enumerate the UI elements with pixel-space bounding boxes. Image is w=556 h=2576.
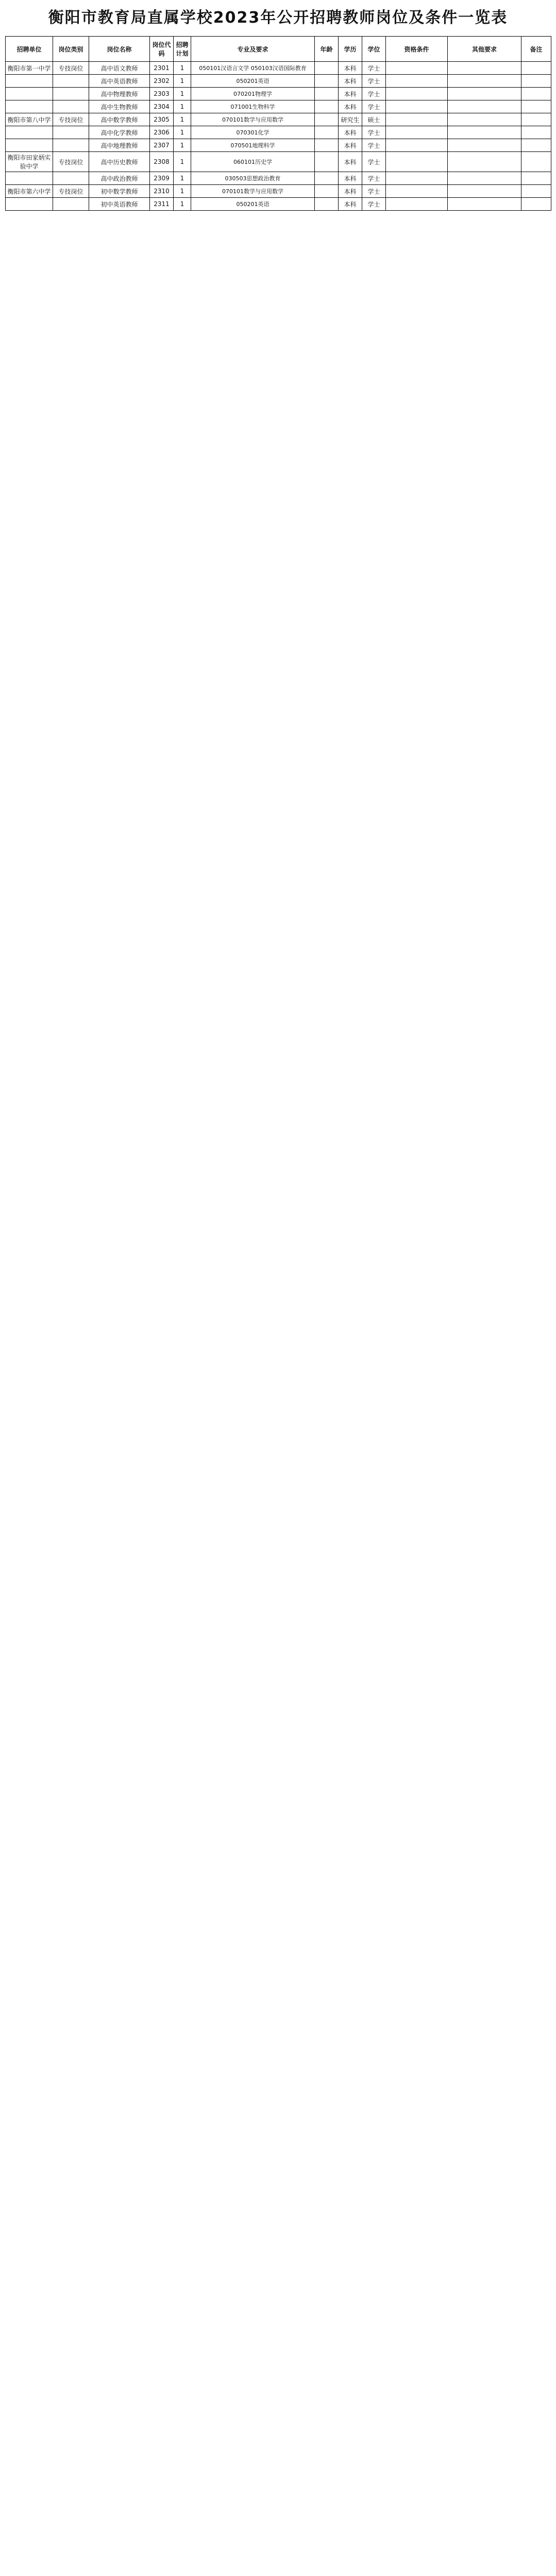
cell-post: 高中英语教师 <box>89 75 150 88</box>
cell-degree: 学士 <box>362 126 386 139</box>
cell-major: 050201英语 <box>191 198 315 211</box>
table-row <box>6 113 551 126</box>
cell-major: 050201英语 <box>191 75 315 88</box>
cell-type: 专技岗位 <box>53 185 89 198</box>
cell-major: 070501地理科学 <box>191 139 315 152</box>
cell-degree: 学士 <box>362 139 386 152</box>
cell-school: 衡阳市第一中学 <box>6 62 53 75</box>
cell-type <box>53 100 89 113</box>
cell-school <box>6 198 53 211</box>
header-remark: 备注 <box>521 37 551 62</box>
cell-age <box>315 62 339 75</box>
cell-other <box>448 126 521 139</box>
table-row <box>6 152 551 172</box>
cell-plan: 1 <box>174 113 191 126</box>
cell-age <box>315 75 339 88</box>
cell-post: 高中政治教师 <box>89 172 150 185</box>
cell-other <box>448 62 521 75</box>
cell-plan: 1 <box>174 62 191 75</box>
cell-plan: 1 <box>174 185 191 198</box>
cell-type: 专技岗位 <box>53 152 89 172</box>
cell-qualification <box>386 113 448 126</box>
cell-post: 高中生物教师 <box>89 100 150 113</box>
cell-major: 070301化学 <box>191 126 315 139</box>
cell-qualification <box>386 75 448 88</box>
header-major: 专业及要求 <box>191 37 315 62</box>
header-qualification: 资格条件 <box>386 37 448 62</box>
cell-qualification <box>386 88 448 100</box>
cell-plan: 1 <box>174 100 191 113</box>
cell-qualification <box>386 100 448 113</box>
cell-plan: 1 <box>174 75 191 88</box>
cell-degree: 硕士 <box>362 113 386 126</box>
header-school: 招聘单位 <box>6 37 53 62</box>
cell-degree: 学士 <box>362 152 386 172</box>
cell-degree: 学士 <box>362 100 386 113</box>
cell-other <box>448 172 521 185</box>
cell-major: 070201物理学 <box>191 88 315 100</box>
cell-type <box>53 139 89 152</box>
header-type: 岗位类别 <box>53 37 89 62</box>
cell-remark <box>521 75 551 88</box>
cell-code: 2302 <box>150 75 174 88</box>
cell-remark <box>521 126 551 139</box>
cell-age <box>315 139 339 152</box>
cell-type <box>53 172 89 185</box>
document-title: 衡阳市教育局直属学校2023年公开招聘教师岗位及条件一览表 <box>48 9 508 27</box>
cell-post: 高中化学教师 <box>89 126 150 139</box>
cell-code: 2307 <box>150 139 174 152</box>
cell-education: 本科 <box>339 88 362 100</box>
cell-remark <box>521 88 551 100</box>
cell-school <box>6 88 53 100</box>
cell-age <box>315 100 339 113</box>
header-post: 岗位名称 <box>89 37 150 62</box>
cell-age <box>315 152 339 172</box>
header-degree: 学位 <box>362 37 386 62</box>
cell-school <box>6 126 53 139</box>
cell-qualification <box>386 198 448 211</box>
cell-plan: 1 <box>174 88 191 100</box>
header-other: 其他要求 <box>448 37 521 62</box>
table-row <box>6 139 551 152</box>
cell-qualification <box>386 62 448 75</box>
cell-education: 本科 <box>339 185 362 198</box>
cell-plan: 1 <box>174 152 191 172</box>
cell-post: 高中历史教师 <box>89 152 150 172</box>
cell-remark <box>521 62 551 75</box>
cell-remark <box>521 113 551 126</box>
table-row <box>6 62 551 75</box>
table-row <box>6 75 551 88</box>
cell-post: 初中数学教师 <box>89 185 150 198</box>
cell-code: 2306 <box>150 126 174 139</box>
cell-other <box>448 88 521 100</box>
cell-remark <box>521 198 551 211</box>
table-row <box>6 185 551 198</box>
cell-school <box>6 75 53 88</box>
cell-qualification <box>386 185 448 198</box>
cell-school <box>6 139 53 152</box>
cell-education: 本科 <box>339 75 362 88</box>
cell-remark <box>521 172 551 185</box>
cell-code: 2303 <box>150 88 174 100</box>
cell-qualification <box>386 172 448 185</box>
cell-education: 本科 <box>339 100 362 113</box>
table-row <box>6 198 551 211</box>
cell-age <box>315 172 339 185</box>
cell-other <box>448 185 521 198</box>
cell-major: 030503思想政治教育 <box>191 172 315 185</box>
cell-post: 高中物理教师 <box>89 88 150 100</box>
cell-type <box>53 126 89 139</box>
cell-education: 本科 <box>339 126 362 139</box>
cell-code: 2304 <box>150 100 174 113</box>
cell-type <box>53 75 89 88</box>
recruitment-table <box>5 36 551 211</box>
cell-code: 2308 <box>150 152 174 172</box>
cell-school <box>6 100 53 113</box>
cell-age <box>315 113 339 126</box>
cell-other <box>448 152 521 172</box>
cell-remark <box>521 139 551 152</box>
cell-other <box>448 139 521 152</box>
cell-type <box>53 88 89 100</box>
cell-degree: 学士 <box>362 172 386 185</box>
cell-age <box>315 198 339 211</box>
header-education: 学历 <box>339 37 362 62</box>
cell-remark <box>521 185 551 198</box>
cell-school: 衡阳市第六中学 <box>6 185 53 198</box>
cell-education: 研究生 <box>339 113 362 126</box>
cell-major: 070101数学与应用数学 <box>191 113 315 126</box>
cell-qualification <box>386 126 448 139</box>
cell-code: 2310 <box>150 185 174 198</box>
cell-remark <box>521 100 551 113</box>
cell-age <box>315 185 339 198</box>
header-code: 岗位代码 <box>150 37 174 62</box>
cell-other <box>448 100 521 113</box>
cell-degree: 学士 <box>362 88 386 100</box>
cell-post: 高中地理教师 <box>89 139 150 152</box>
cell-education: 本科 <box>339 198 362 211</box>
cell-other <box>448 198 521 211</box>
cell-education: 本科 <box>339 139 362 152</box>
table-row <box>6 88 551 100</box>
table-row <box>6 100 551 113</box>
cell-post: 初中英语教师 <box>89 198 150 211</box>
cell-major: 071001生物科学 <box>191 100 315 113</box>
cell-education: 本科 <box>339 62 362 75</box>
cell-code: 2301 <box>150 62 174 75</box>
cell-major: 060101历史学 <box>191 152 315 172</box>
cell-qualification <box>386 152 448 172</box>
cell-age <box>315 88 339 100</box>
cell-remark <box>521 152 551 172</box>
cell-type: 专技岗位 <box>53 113 89 126</box>
cell-education: 本科 <box>339 152 362 172</box>
cell-post: 高中数学教师 <box>89 113 150 126</box>
cell-qualification <box>386 139 448 152</box>
cell-school <box>6 172 53 185</box>
cell-plan: 1 <box>174 172 191 185</box>
cell-major: 050101汉语言文学 050103汉语国际教育 <box>191 62 315 75</box>
cell-code: 2305 <box>150 113 174 126</box>
cell-plan: 1 <box>174 139 191 152</box>
cell-other <box>448 113 521 126</box>
table-row <box>6 172 551 185</box>
cell-education: 本科 <box>339 172 362 185</box>
cell-major: 070101数学与应用数学 <box>191 185 315 198</box>
cell-degree: 学士 <box>362 185 386 198</box>
cell-type: 专技岗位 <box>53 62 89 75</box>
cell-post: 高中语文教师 <box>89 62 150 75</box>
cell-code: 2311 <box>150 198 174 211</box>
cell-plan: 1 <box>174 198 191 211</box>
table-header-row <box>6 37 551 62</box>
cell-type <box>53 198 89 211</box>
cell-school: 衡阳市第八中学 <box>6 113 53 126</box>
cell-degree: 学士 <box>362 198 386 211</box>
header-age: 年龄 <box>315 37 339 62</box>
cell-age <box>315 126 339 139</box>
cell-degree: 学士 <box>362 75 386 88</box>
cell-degree: 学士 <box>362 62 386 75</box>
table-row <box>6 126 551 139</box>
cell-other <box>448 75 521 88</box>
header-plan: 招聘计划 <box>174 37 191 62</box>
cell-plan: 1 <box>174 126 191 139</box>
cell-code: 2309 <box>150 172 174 185</box>
cell-school: 衡阳市田家炳实验中学 <box>6 152 53 172</box>
